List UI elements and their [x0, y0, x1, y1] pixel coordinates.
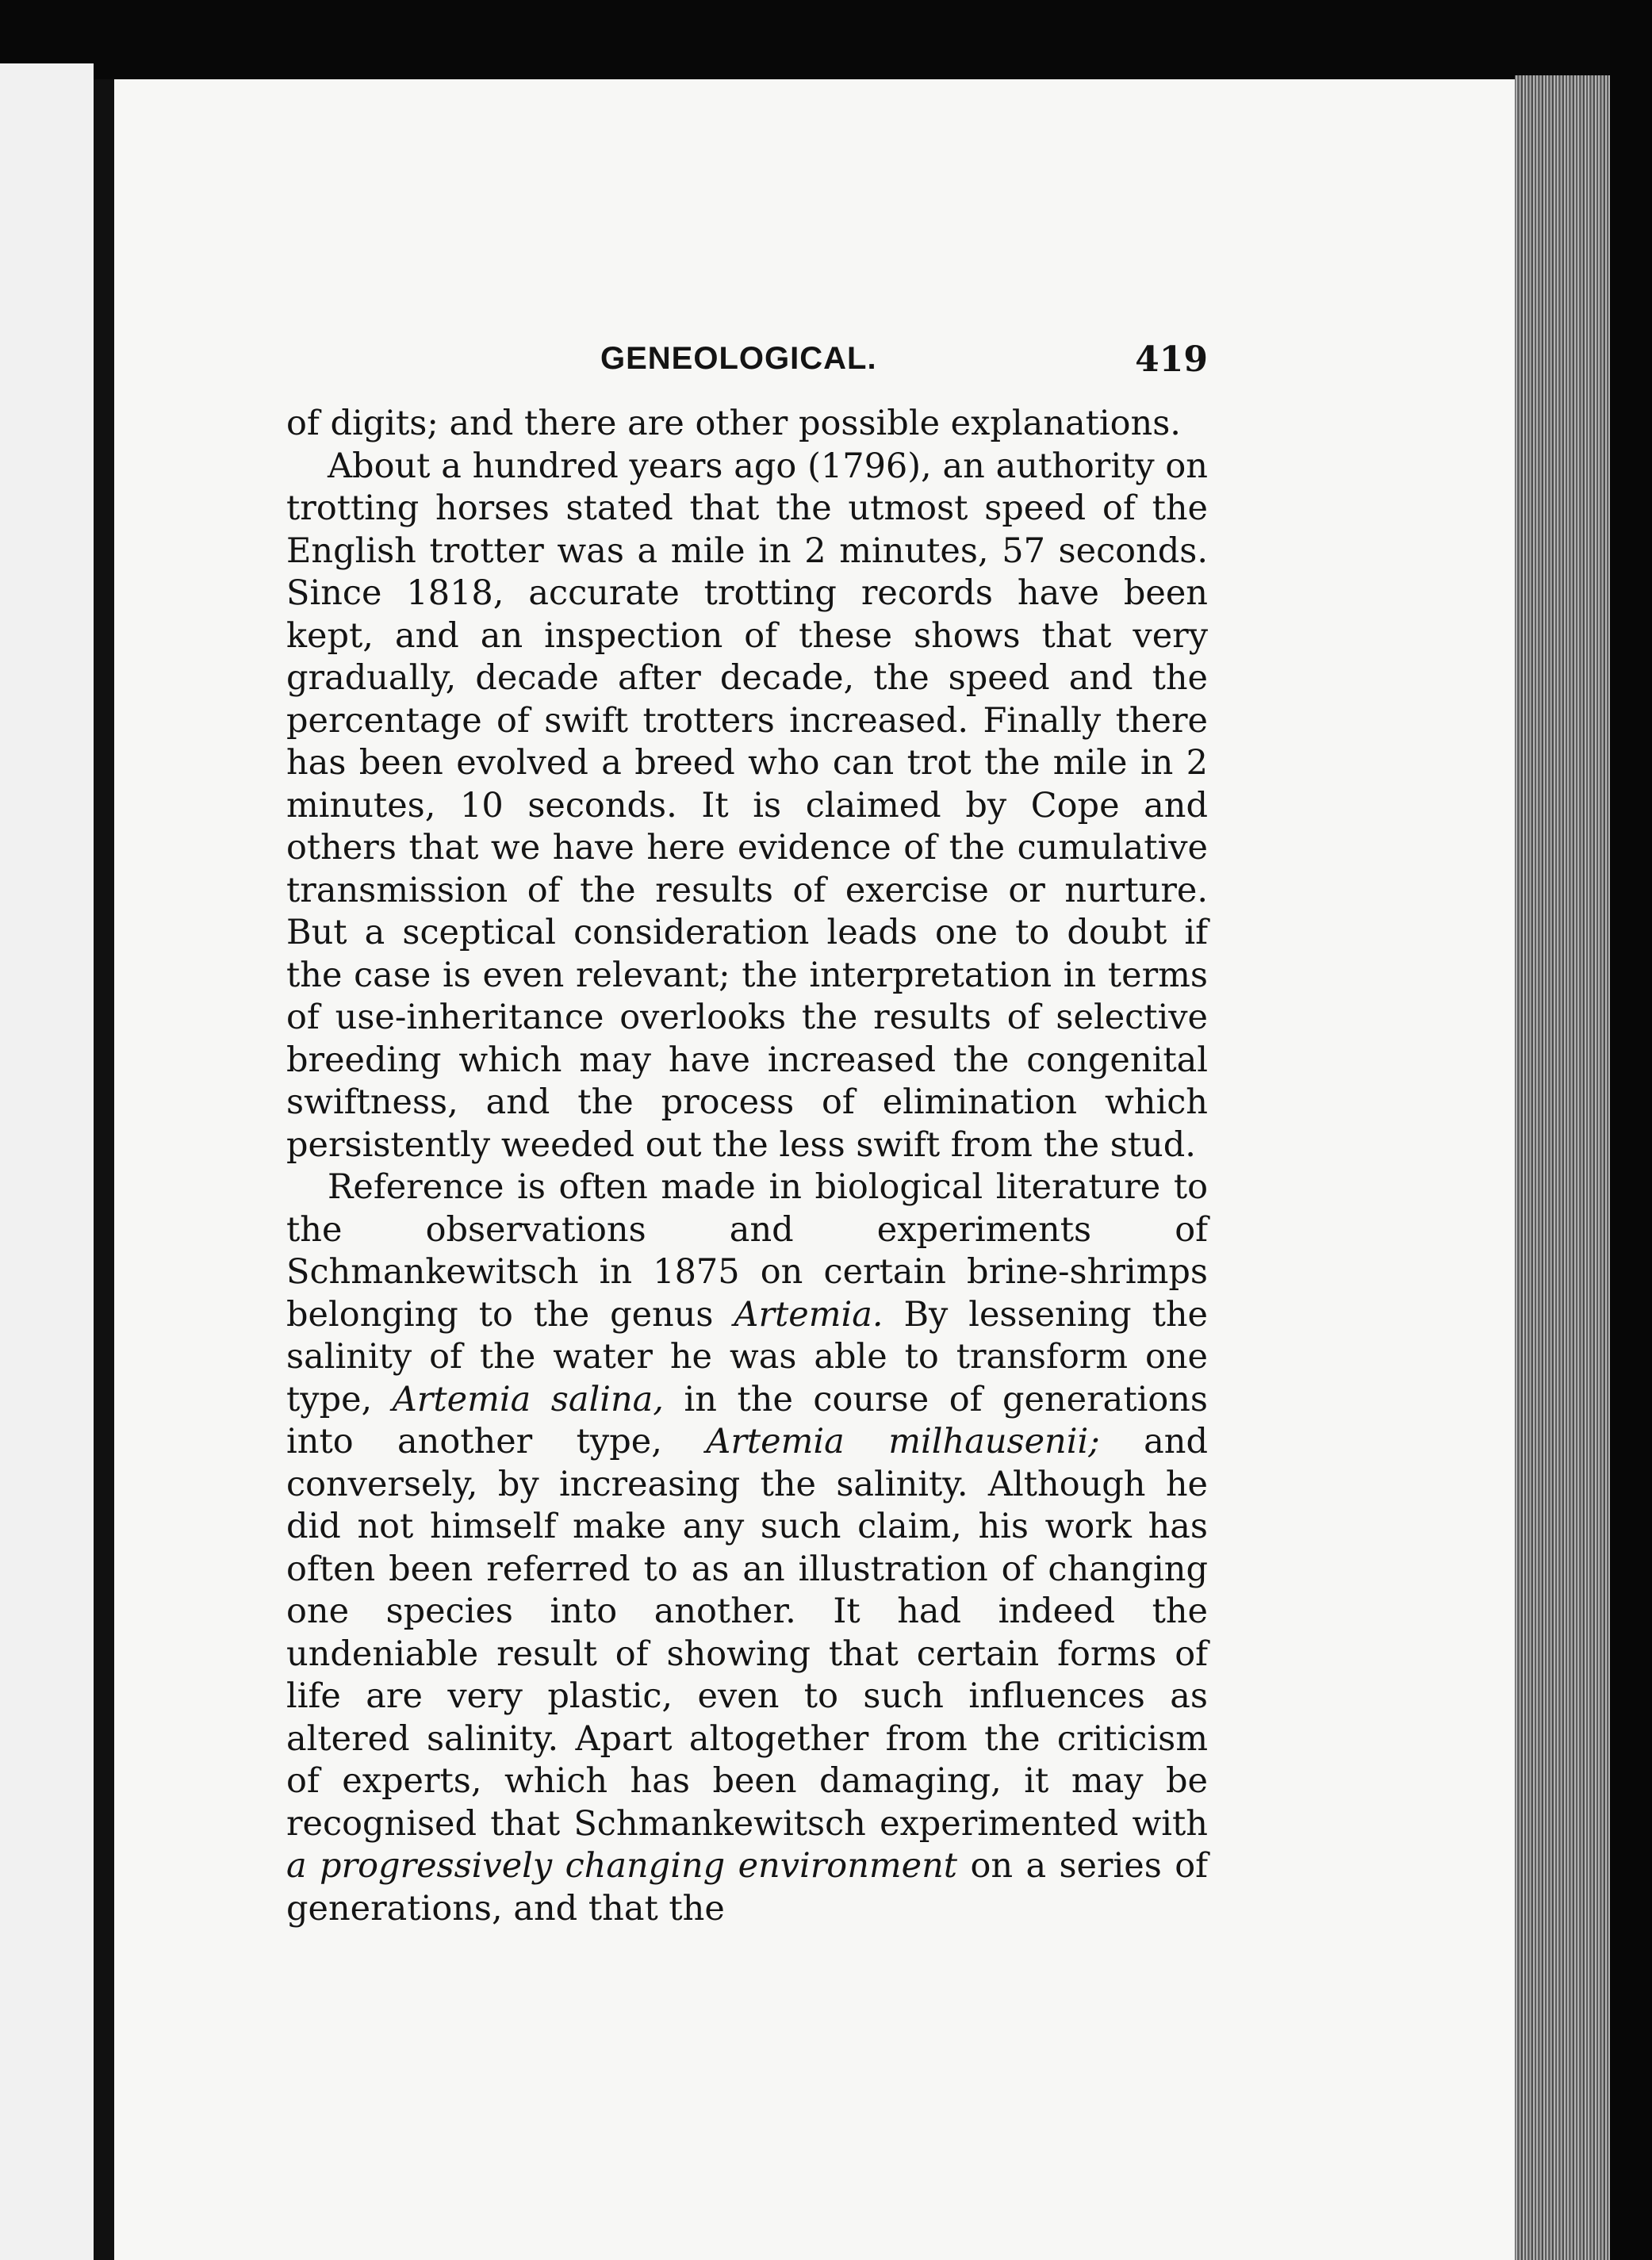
- page-number: 419: [1135, 339, 1208, 380]
- scan-right-border: [1610, 0, 1652, 2260]
- paragraph-3-text: Reference is often made in biological literature to the observations and experiments of Schmankewitsch in 1875 on certain brine-shrimps belonging to the genus: [286, 1167, 1208, 1335]
- body-text: [286, 403, 1208, 1930]
- running-head: GENEOLOGICAL.: [600, 341, 877, 376]
- paragraph-3-text: in the course of generations into another type,: [286, 1379, 1209, 1461]
- species-salina-italic: Artemia salina,: [392, 1379, 664, 1419]
- page-text-block: [286, 341, 1208, 1930]
- paragraph-3-text: and conversely, by increasing the salinity. Although he did not himself make any such claim, his work has often been referred to as an illustration of changing one species into another. It had indeed the undeniable result of showing that certain forms of life are very plastic, even to such influences as altered salinity. Apart altogether from the criticism of experts, which has been damaging, it may be recognised that Schmankewitsch experimented with: [286, 1422, 1209, 1844]
- paragraph-3: [286, 1166, 1208, 1930]
- emphasis-italic: a progressively changing environment: [286, 1846, 958, 1886]
- page-edges-stack: [1515, 75, 1610, 2260]
- paragraph-3-text: on a series of generations, and that the: [286, 1846, 1208, 1929]
- page-header: [286, 341, 1208, 389]
- paragraph-1-text: of digits; and there are other possible explanations.: [286, 404, 1181, 443]
- scan-top-border: [0, 0, 1652, 79]
- paragraph-2-text: About a hundred years ago (1796), an authority on trotting horses stated that the utmost speed of the English trotter was a mile in 2 minutes, 57 seconds. Since 1818, accurate trotting records have been kept, and an inspection of these shows that very gradually, decade after decade, the speed and the percentage of swift trotters increased. Finally there has been evolved a breed who can trot the mile in 2 minutes, 10 seconds. It is claimed by Cope and others that we have here evidence of the cumulative transmission of the results of exercise or nurture. But a sceptical consideration leads one to doubt if the case is even relevant; the interpretation in terms of use-inheritance overlooks the results of selective breeding which may have increased the congenital swiftness, and the process of elimination which persistently weeded out the less swift from the stud.: [286, 446, 1208, 1165]
- species-milhausenii-italic: Artemia milhausenii;: [706, 1422, 1100, 1461]
- genus-name-italic: Artemia.: [734, 1294, 883, 1335]
- book-binding-shadow: [94, 79, 114, 2260]
- paragraph-2: [286, 446, 1208, 1167]
- facing-page-margin: [0, 63, 94, 2260]
- paragraph-3-text: By lessening the salinity of the water he was able to transform one type,: [286, 1294, 1208, 1419]
- paragraph-1: [286, 403, 1208, 446]
